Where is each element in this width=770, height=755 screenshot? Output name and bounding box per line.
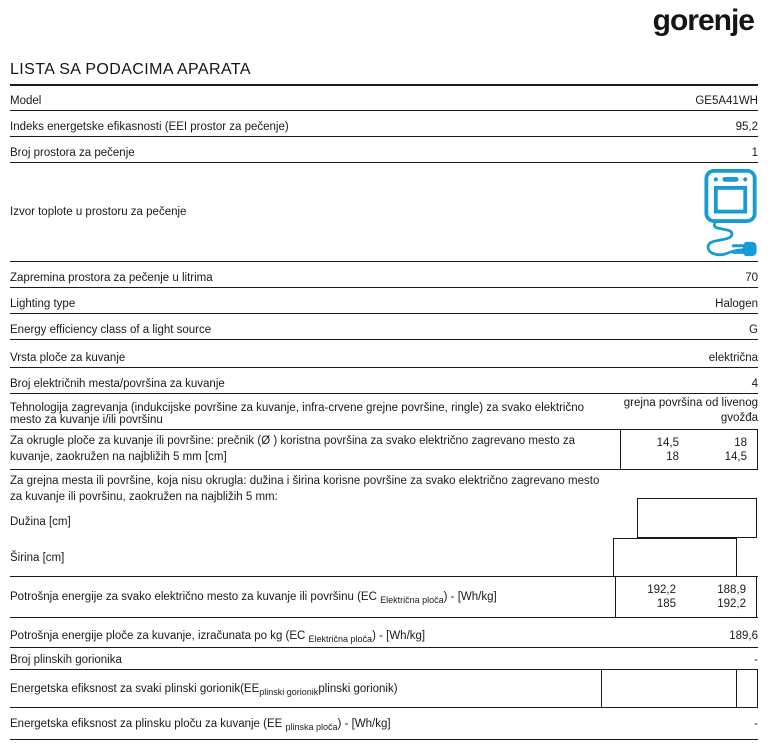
table-row-model	[10, 86, 758, 111]
row-value: 1	[751, 147, 758, 159]
row-value: -	[754, 717, 758, 730]
label-text: Energetska efiksnost za plinsku ploču za kuvanje (EE	[10, 717, 286, 730]
table-row-energy-index	[10, 111, 758, 137]
gas-efficiency-value-box	[601, 670, 737, 707]
row-value: G	[749, 324, 758, 336]
table-row-gas-hob-efficiency	[10, 708, 758, 740]
electric-oven-plug-icon	[702, 168, 760, 258]
label-text: plinski gorionik)	[318, 682, 398, 695]
row-label: Model	[10, 95, 42, 107]
label-subscript: plinska ploča	[285, 721, 338, 732]
table-row-energy-per-kg	[10, 618, 758, 648]
energy-value: 192,2	[717, 598, 746, 610]
table-row-lighting-type	[10, 288, 758, 314]
row-label: Vrsta ploče za kuvanje	[10, 352, 126, 364]
energy-values-cell	[615, 577, 757, 617]
row-label: Za okrugle ploče za kuvanje ili površine: prečnik (Ø ) koristna površina za svako električno zagrevano mesto za kuvanje, zaokružen na najbližih 5 mm [cm]	[10, 434, 579, 463]
row-value: 4	[751, 378, 758, 390]
label-text: Potrošnja energije ploče za kuvanje, izračunata po kg (EC	[10, 630, 309, 642]
table-row-hob-type	[10, 340, 758, 368]
table-row-length	[10, 504, 758, 540]
row-label: Broj plinskih gorionika	[10, 654, 122, 666]
page-title: LISTA SA PODACIMA APARATA	[10, 61, 251, 78]
row-label: Indeks energetske efikasnosti (EEI prostor za pečenje)	[10, 121, 289, 133]
row-label: Tehnologija zagrevanja (indukcijske površine za kuvanje, infra-crvene grejne površine, ringle) za svako električno mesto za kuvanje i/ili površinu	[10, 402, 588, 426]
diameter-values-cell	[620, 430, 758, 469]
row-value: električna	[708, 352, 758, 364]
table-row-cooking-zones-count	[10, 368, 758, 394]
table-row-energy-per-zone	[10, 577, 758, 618]
row-label: Broj prostora za pečenje	[10, 147, 135, 159]
row-value: Halogen	[715, 298, 758, 310]
row-value: 70	[745, 272, 758, 284]
row-label	[10, 718, 391, 730]
row-value: 95,2	[735, 121, 758, 133]
label-text: ) - [Wh/kg]	[372, 630, 426, 642]
row-value: -	[754, 654, 758, 666]
row-label: Dužina [cm]	[10, 516, 71, 528]
diameter-value: 18	[666, 450, 679, 463]
label-subscript: Električna ploča	[308, 634, 373, 644]
diameter-value: 14,5	[656, 436, 679, 449]
row-label: Energy efficiency class of a light source	[10, 324, 212, 336]
diameter-value: 18	[734, 436, 747, 449]
row-label: Izvor toplote u prostoru za pečenje	[10, 206, 187, 218]
gas-efficiency-right-edge	[757, 670, 758, 707]
table-row-gas-burner-efficiency	[10, 670, 758, 708]
table-row-width	[10, 540, 758, 577]
row-value: 189,6	[729, 630, 758, 642]
label-text: ) - [Wh/kg]	[337, 717, 391, 730]
energy-value: 185	[656, 598, 676, 610]
length-value-box	[637, 498, 757, 538]
row-label: Broj električnih mesta/površina za kuvanje	[10, 378, 225, 390]
row-label	[10, 683, 398, 695]
gorenje-logo: gorenje	[652, 4, 754, 37]
row-label: Zapremina prostora za pečenje u litrima	[10, 272, 213, 284]
row-value: grejna površina od livenog gvožđa	[623, 397, 758, 425]
label-text: Potrošnja energije za svako električno mesto za kuvanje ili površinu (EC	[10, 591, 381, 603]
table-row-heat-source	[10, 163, 758, 262]
table-row-heating-technology	[10, 394, 758, 430]
row-label	[10, 591, 497, 603]
row-value: GE5A41WH	[695, 95, 758, 107]
label-text: ) - [Wh/kg]	[443, 591, 497, 603]
row-label: Za grejna mesta ili površine, koja nisu okrugla: dužina i širina korisne površine za svako električno zagrevano mesto za kuvanje ili površinu, zaokružen na najbližih 5 mm:	[10, 475, 603, 503]
table-row-light-efficiency-class	[10, 314, 758, 340]
row-label: Širina [cm]	[10, 552, 65, 564]
table-row-round-zone-diameters	[10, 430, 758, 470]
table-row-gas-burner-count	[10, 648, 758, 670]
table-row-volume	[10, 262, 758, 288]
label-subscript: Električna ploča	[380, 595, 444, 605]
row-label	[10, 630, 425, 642]
energy-value: 188,9	[717, 584, 746, 596]
table-row-cavity-count	[10, 137, 758, 163]
energy-value: 192,2	[647, 584, 676, 596]
width-value-box	[613, 538, 737, 577]
label-text: Energetska efiksnost za svaki plinski gorionik(EE	[10, 682, 260, 695]
diameter-value: 14,5	[724, 450, 747, 463]
row-label: Lighting type	[10, 298, 76, 310]
label-subscript: plinski gorionik	[259, 686, 319, 697]
data-table	[10, 86, 758, 740]
